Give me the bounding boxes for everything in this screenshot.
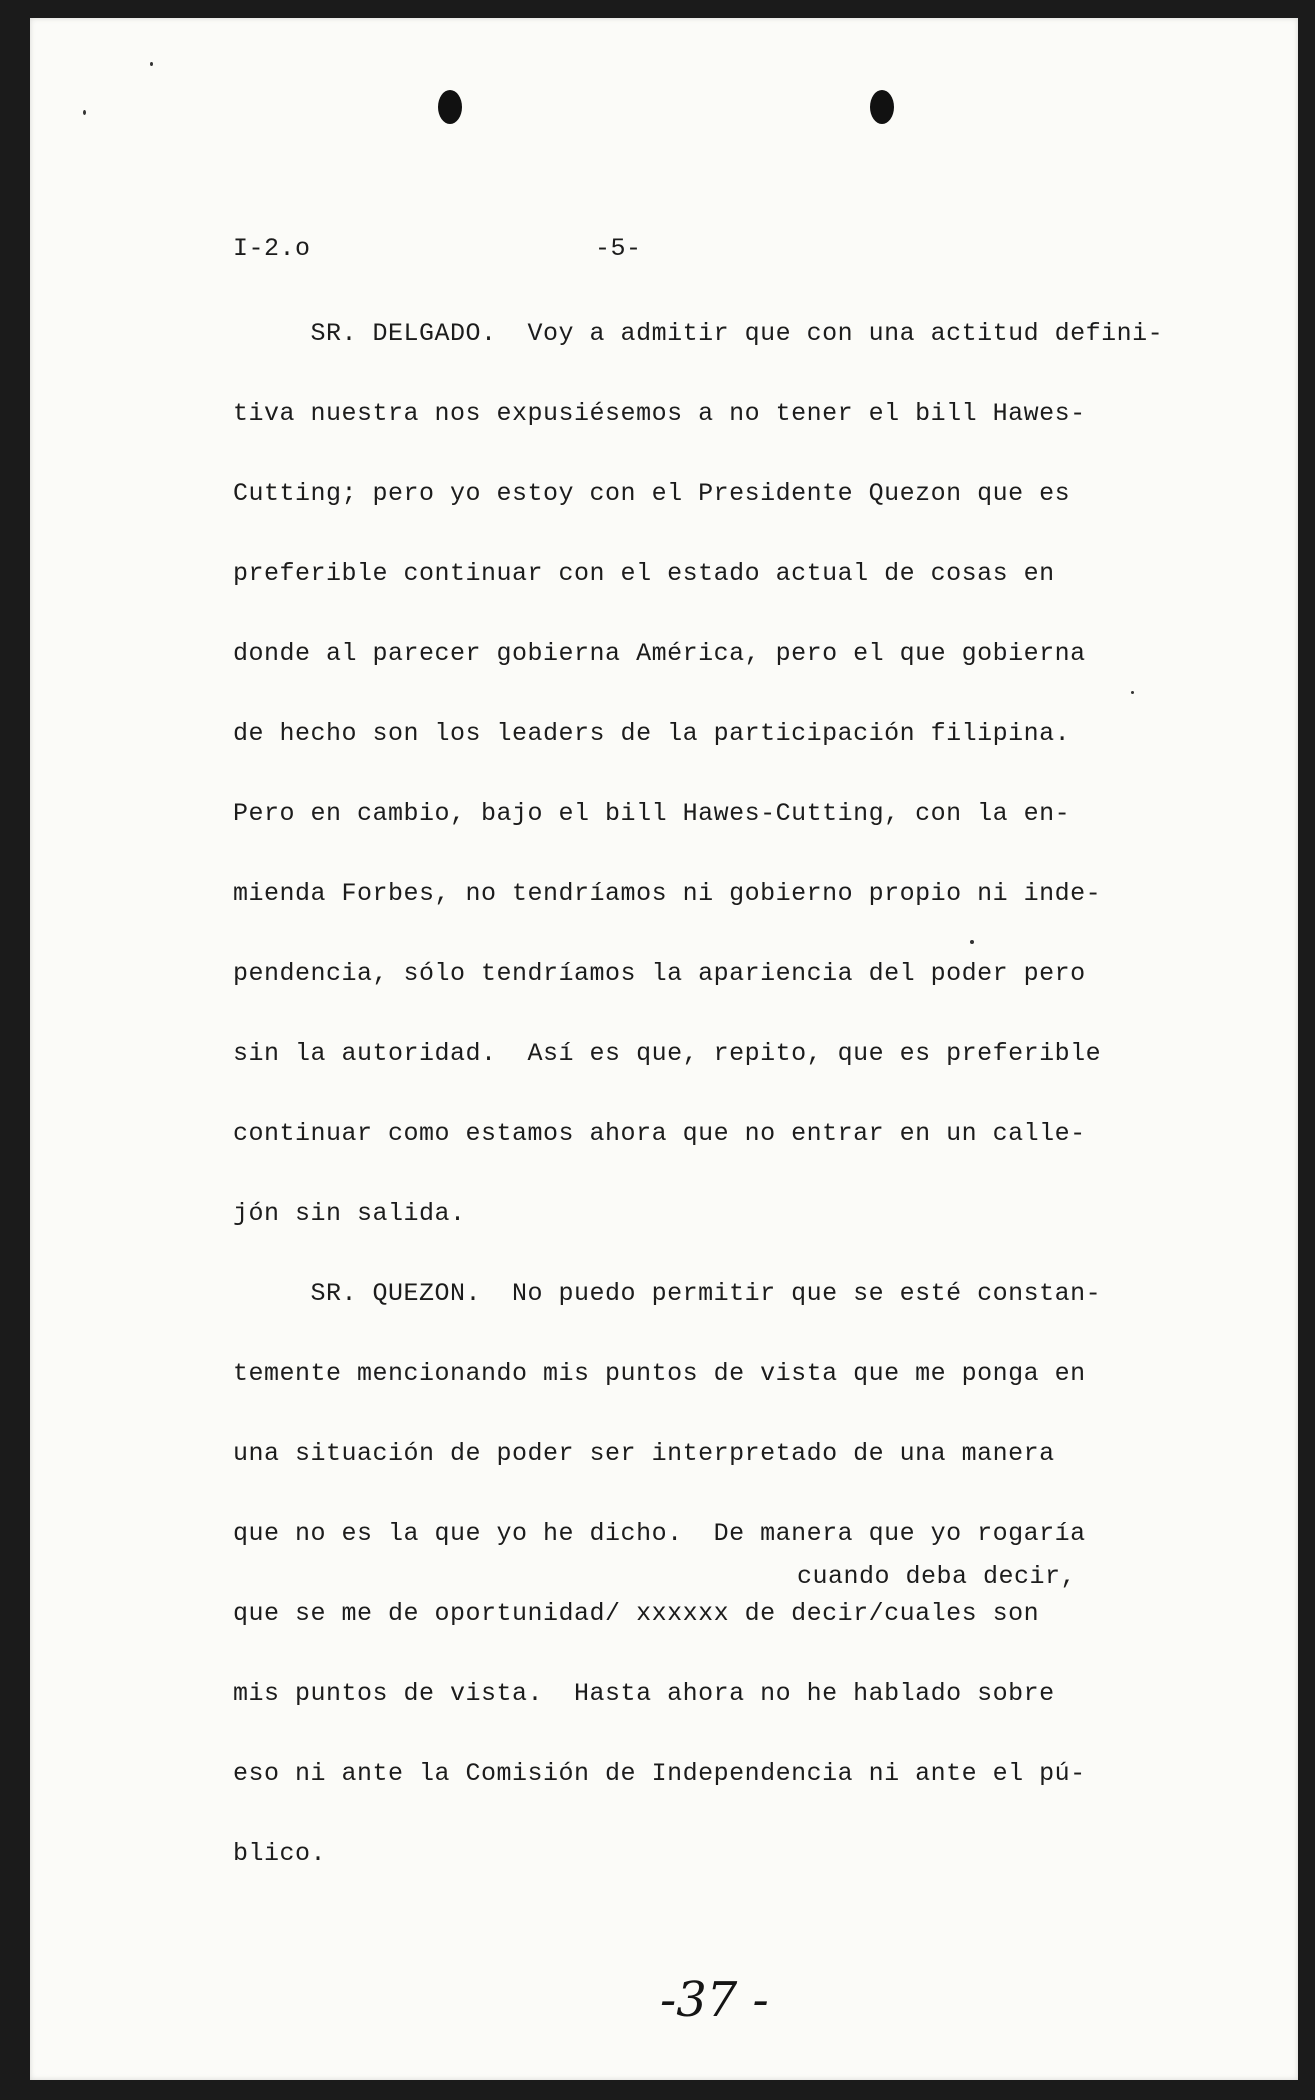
text-line: mis puntos de vista. Hasta ahora no he hablado sobre — [233, 1679, 1055, 1708]
text-line: eso ni ante la Comisión de Independencia ni ante el pú- — [233, 1759, 1086, 1788]
text-line: SR. DELGADO. Voy a admitir que con una actitud defini- — [233, 319, 1164, 348]
punch-hole-left — [438, 90, 462, 124]
text-line: preferible continuar con el estado actual de cosas en — [233, 559, 1055, 588]
text-line: que se me de oportunidad/ xxxxxx de decir/cuales son — [233, 1599, 1040, 1628]
text-line: continuar como estamos ahora que no entrar en un calle- — [233, 1119, 1086, 1148]
text-line: SR. QUEZON. No puedo permitir que se esté constan- — [233, 1279, 1102, 1308]
text-line: temente mencionando mis puntos de vista que me ponga en — [233, 1359, 1086, 1388]
text-line: tiva nuestra nos expusiésemos a no tener el bill Hawes- — [233, 399, 1086, 428]
text-line: una situación de poder ser interpretado de una manera — [233, 1439, 1055, 1468]
document-reference: I-2.o — [233, 234, 311, 263]
text-line: jón sin salida. — [233, 1199, 466, 1228]
text-line: que no es la que yo he dicho. De manera que yo rogaría — [233, 1519, 1086, 1548]
text-line: mienda Forbes, no tendríamos ni gobierno propio ni inde- — [233, 879, 1102, 908]
document-body — [233, 314, 1213, 1914]
page-number-header: -5- — [595, 234, 642, 263]
text-line: Pero en cambio, bajo el bill Hawes-Cutting, con la en- — [233, 799, 1071, 828]
speck — [150, 62, 153, 66]
text-line: blico. — [233, 1839, 327, 1868]
text-line: Cutting; pero yo estoy con el Presidente Quezon que es — [233, 479, 1071, 508]
speck — [83, 110, 86, 115]
handwritten-page-number: -37 - — [660, 1972, 769, 2028]
punch-hole-right — [870, 90, 894, 124]
text-line: donde al parecer gobierna América, pero el que gobierna — [233, 639, 1086, 668]
text-line: de hecho son los leaders de la participación filipina. — [233, 719, 1071, 748]
text-line: sin la autoridad. Así es que, repito, que es preferible — [233, 1039, 1102, 1068]
text-line: pendencia, sólo tendríamos la apariencia del poder pero — [233, 959, 1086, 988]
interlinear-insertion: cuando deba decir, — [797, 1562, 1077, 1591]
